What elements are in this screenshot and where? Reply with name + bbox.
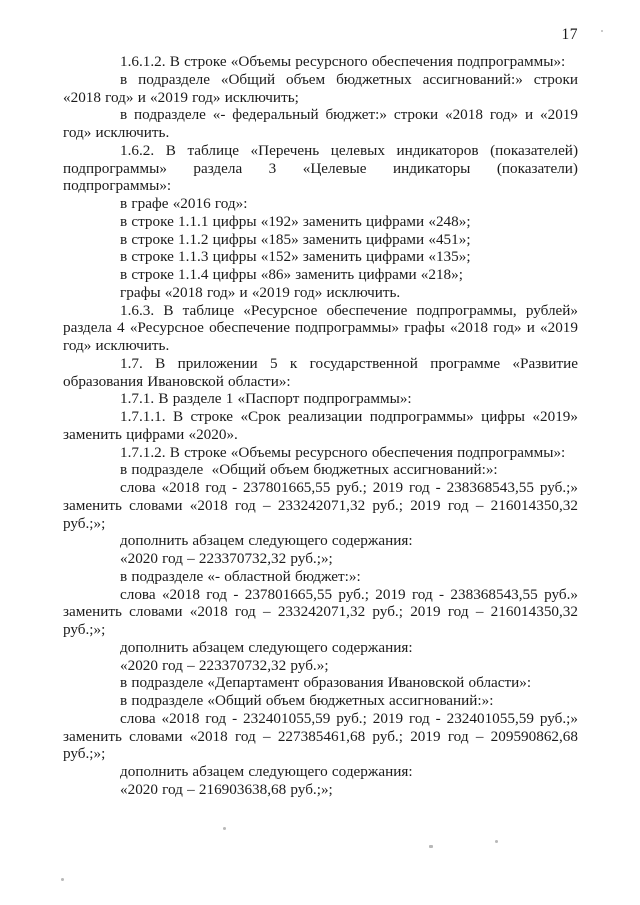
document-paragraph: в строке 1.1.4 цифры «86» заменить цифрами «218»; bbox=[120, 266, 463, 283]
document-paragraph: «2020 год – 223370732,32 руб.;»; bbox=[120, 550, 333, 567]
scan-speck bbox=[495, 840, 498, 843]
scan-speck bbox=[61, 878, 64, 881]
document-paragraph: в подразделе «- областной бюджет:»: bbox=[120, 567, 361, 585]
document-paragraph: слова «2018 год - 237801665,55 руб.; 2019 год - 238368543,55 руб.» заменить словами «2018 год – 233242071,32 руб.; 2019 год – 216014350,32 руб.;»; bbox=[63, 585, 578, 638]
scan-speck bbox=[223, 827, 226, 830]
document-paragraph: слова «2018 год - 232401055,59 руб.; 2019 год - 232401055,59 руб.;» заменить словами «2018 год – 227385461,68 руб.; 2019 год – 209590862,68 руб.;»; bbox=[63, 709, 578, 763]
document-paragraph: 1.6.2. В таблице «Перечень целевых индикаторов (показателей) подпрограммы» раздела 3 «Целевые индикаторы (показатели) подпрограммы»: bbox=[63, 141, 578, 195]
document-paragraph: 1.6.3. В таблице «Ресурсное обеспечение подпрограммы, рублей» раздела 4 «Ресурсное обеспечение подпрограммы» графы «2018 год» и «2019 год» исключить. bbox=[63, 301, 578, 354]
document-paragraph: «2020 год – 216903638,68 руб.;»; bbox=[120, 780, 333, 798]
document-paragraph: в строке 1.1.3 цифры «152» заменить цифрами «135»; bbox=[120, 248, 471, 266]
page-number: 17 bbox=[561, 26, 578, 43]
document-paragraph: в строке 1.1.1 цифры «192» заменить цифрами «248»; bbox=[120, 212, 471, 230]
document-paragraph: в подразделе «Общий объем бюджетных ассигнований:»: bbox=[120, 692, 494, 709]
scan-speck bbox=[601, 30, 603, 32]
scan-speck bbox=[429, 845, 433, 848]
document-paragraph: 1.7. В приложении 5 к государственной программе «Развитие образования Ивановской области»: bbox=[63, 354, 578, 390]
document-paragraph: в подразделе «- федеральный бюджет:» строки «2018 год» и «2019 год» исключить. bbox=[63, 106, 578, 141]
document-paragraph: дополнить абзацем следующего содержания: bbox=[120, 638, 413, 656]
document-paragraph: в подразделе «Департамент образования Ивановской области»: bbox=[120, 674, 532, 692]
document-paragraph: 1.7.1. В разделе 1 «Паспорт подпрограммы»: bbox=[120, 390, 412, 408]
document-paragraph: слова «2018 год - 237801665,55 руб.; 2019 год - 238368543,55 руб.;» заменить словами «2018 год – 233242071,32 руб.; 2019 год – 216014350,32 руб.;»; bbox=[63, 479, 578, 532]
document-paragraph: 1.7.1.1. В строке «Срок реализации подпрограммы» цифры «2019» заменить цифрами «2020». bbox=[63, 408, 578, 443]
document-paragraph: 1.7.1.2. В строке «Объемы ресурсного обеспечения подпрограммы»: bbox=[120, 443, 566, 461]
document-paragraph: в подразделе «Общий объем бюджетных ассигнований:»: bbox=[120, 461, 498, 479]
document-paragraph: в графе «2016 год»: bbox=[120, 195, 248, 212]
document-paragraph: в строке 1.1.2 цифры «185» заменить цифрами «451»; bbox=[120, 230, 471, 248]
document-paragraph: графы «2018 год» и «2019 год» исключить. bbox=[120, 283, 401, 301]
document-paragraph: 1.6.1.2. В строке «Объемы ресурсного обеспечения подпрограммы»: bbox=[120, 53, 566, 70]
document-paragraph: дополнить абзацем следующего содержания: bbox=[120, 763, 413, 780]
document-paragraph: дополнить абзацем следующего содержания: bbox=[120, 532, 413, 550]
document-paragraph: «2020 год – 223370732,32 руб.»; bbox=[120, 656, 329, 674]
document-paragraph: в подразделе «Общий объем бюджетных ассигнований:» строки «2018 год» и «2019 год» исключить; bbox=[63, 70, 578, 106]
document-body bbox=[63, 53, 578, 799]
